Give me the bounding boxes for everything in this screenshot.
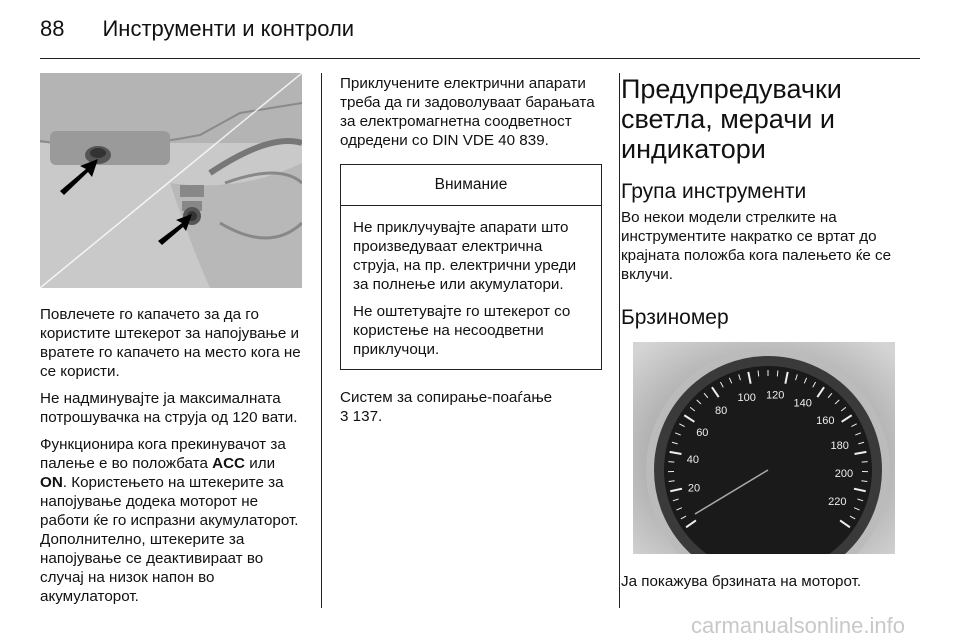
watermark: carmanualsonline.info bbox=[690, 613, 905, 638]
subheading-speedometer: Брзиномер bbox=[621, 306, 729, 329]
speedometer-tick bbox=[777, 370, 778, 376]
speedometer-label: 140 bbox=[793, 397, 812, 410]
cross-reference: Систем за сопирање-поаѓање 3 137. bbox=[340, 389, 553, 425]
page-number: 88 bbox=[40, 16, 65, 41]
speedometer-tick bbox=[758, 370, 759, 376]
power-outlet-illustration bbox=[40, 73, 302, 288]
speedometer-illustration bbox=[633, 342, 895, 554]
speedometer-caption: Ја покажува брзината на моторот. bbox=[621, 573, 862, 590]
speedometer-label: 80 bbox=[715, 405, 728, 418]
warning-paragraph-1: Не приклучувајте апарати што произведуваат електрична струја, на пр. електрични уреди за полнење или акумулатори. bbox=[353, 219, 577, 293]
subheading-instrument-cluster: Група инструменти bbox=[621, 180, 807, 203]
acc-label: ACC bbox=[212, 455, 246, 472]
speedometer-tick bbox=[669, 481, 675, 482]
speedometer-label: 160 bbox=[816, 415, 835, 428]
on-label: ON bbox=[40, 474, 63, 491]
speedometer-label: 20 bbox=[687, 482, 701, 495]
paragraph-max-power: Не надминувајте ја максималната потрошувачка на струја од 120 вати. bbox=[40, 390, 298, 426]
speedometer-label: 40 bbox=[686, 453, 699, 466]
speedometer-tick bbox=[861, 481, 867, 482]
speedometer-label: 120 bbox=[766, 389, 785, 402]
paragraph-emc: Приклучените електрични апарати треба да ги задоволуваат барањата за електромагнетна соодветност одредени со DIN VDE 40 839. bbox=[340, 75, 595, 149]
paragraph-needles: Во некои модели стрелките на инструментите накратко се вртат до крајната положба кога палењето ќе се вклучи. bbox=[621, 209, 892, 283]
speedometer-label: 220 bbox=[828, 496, 847, 509]
chapter-heading: Предупредувачки светла, мерачи и индикатори bbox=[621, 74, 842, 164]
reference-arrow-icon: 3 bbox=[340, 408, 349, 425]
header-rule bbox=[40, 58, 920, 59]
column-divider-2 bbox=[619, 73, 620, 608]
speedometer-label: 100 bbox=[737, 392, 756, 405]
column-left bbox=[40, 73, 302, 614]
warning-box bbox=[340, 164, 602, 370]
speedometer-label: 200 bbox=[834, 468, 854, 481]
warning-paragraph-2: Не оштетувајте го штекерот со користење на несоодветни приклучоци. bbox=[353, 303, 571, 358]
page-header bbox=[40, 14, 354, 44]
column-divider bbox=[321, 73, 322, 608]
paragraph-cap-usage: Повлечете го капачето за да го користите штекерот за напојување и вратете го капачето на место кога не се користи. bbox=[40, 306, 301, 380]
paragraph-ignition: Функционира кога прекинувачот за палење е во положбата ACC или ON. Користењето на штекерите за напојување додека моторот не работи ќе го испразни акумулаторот. Дополнително, штекерите за напојување се деактивираат во случај на низок напон во акумулаторот. bbox=[40, 436, 299, 605]
column-right bbox=[621, 74, 911, 599]
speedometer-label: 60 bbox=[696, 426, 709, 439]
column-middle bbox=[340, 74, 602, 434]
warning-title: Внимание bbox=[341, 165, 601, 206]
speedometer-label: 180 bbox=[830, 439, 849, 452]
section-title: Инструменти и контроли bbox=[102, 16, 355, 41]
